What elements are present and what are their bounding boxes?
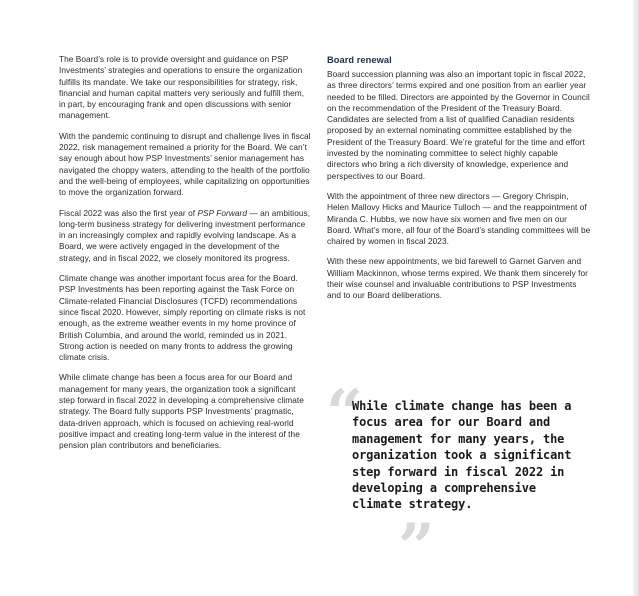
new-directors-paragraph: With the appointment of three new directors — Gregory Chrispin, Helen Mallovy Hicks and Maurice Tulloch — and the reappointment of Miranda C. Hubbs, we now have six women and five men on our Board. What’s more, all four of the Board’s standing committees will be chaired by women in fiscal 2023.	[327, 190, 591, 247]
climate-strategy-paragraph: While climate change has been a focus area for our Board and management for many years, the organization took a significant step forward in fiscal 2022 in developing a comprehensive climate strategy. The Board fully supports PSP Investments’ pragmatic, data-driven approach, which is focused on achieving real-world positive impact and creating long-term value in the interest of the pension plan contributors and beneficiaries.	[59, 372, 304, 451]
succession-planning-paragraph: Board succession planning was also an important topic in fiscal 2022, as three directors’ terms expired and one position from an earlier year needed to be filled. Directors are appointed by the Governor in Council on the recommendation of the President of the Treasury Board. Candidates are selected from a list of qualified Canadian residents proposed by an external nominating committee established by the President of the Treasury Board. We’re grateful for the time and effort invested by the nominating committee to select highly capable directors who bring a rich diversity of knowledge, experience and perspectives to our Board.	[327, 69, 590, 181]
left-text-column	[59, 54, 311, 461]
farewell-paragraph: With these new appointments, we bid farewell to Garnet Garven and William Mackinnon, whose terms expired. We thank them sincerely for their wise counsel and invaluable contributions to PSP Investments and to our Board deliberations.	[327, 256, 588, 301]
oversight-paragraph: The Board’s role is to provide oversight and guidance on PSP Investments’ strategies and operations to ensure the organization fulfills its mandate. We take our responsibilities for strategy, risk, financial and human capital matters very seriously and fulfill them, in part, by encouraging frank and open discussions with senior management.	[59, 54, 305, 121]
pull-quote	[322, 376, 584, 585]
pull-quote-text: While climate change has been a focus area for our Board and management for many years, the organization took a significant step forward in fiscal 2022 in developing a comprehensive climate strategy.	[352, 399, 572, 512]
climate-change-paragraph: Climate change was another important focus area for the Board. PSP Investments has been reporting against the Task Force on Climate-related Financial Disclosures (TCFD) recommendations since fiscal 2020. However, simply reporting on climate risks is not enough, as the extreme weather events in my home province of British Columbia, and around the world, reminded us in 2021. Strong action is needed on many fronts to address the growing climate crisis.	[59, 273, 306, 363]
page-edge-shadow	[633, 0, 639, 596]
psp-forward-paragraph	[59, 208, 311, 264]
close-quote-icon: ”	[398, 510, 435, 585]
pandemic-risk-paragraph: With the pandemic continuing to disrupt and challenge lives in fiscal 2022, risk management remained a priority for the Board. We can’t say enough about how PSP Investments’ senior management has navigated the choppy waters, attending to the health of the portfolio and the well-being of employees, while capitalizing on opportunities to move the organization forward.	[59, 130, 311, 198]
psp-forward-text-start: Fiscal 2022 was also the first year of	[59, 207, 198, 218]
open-quote-icon: “	[326, 376, 363, 451]
right-text-column	[327, 54, 592, 311]
psp-forward-title: PSP Forward	[197, 207, 248, 218]
psp-forward-text-end: — an ambitious, long-term business strategy for delivering investment performance in an increasingly complex and rapidly evolving landscape. As a Board, we were actively engaged in the development of the strategy, and in fiscal 2022, we closely monitored its progress.	[59, 207, 311, 263]
board-renewal-heading: Board renewal	[327, 55, 392, 65]
